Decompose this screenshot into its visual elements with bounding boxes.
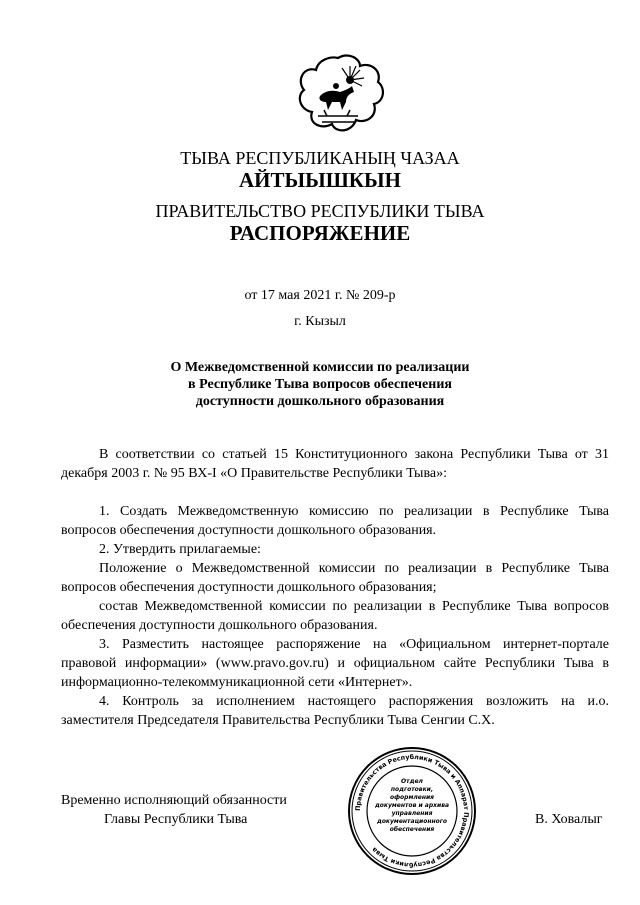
header-tuvan-government: ТЫВА РЕСПУБЛИКАНЫҢ ЧАЗАА [180,148,460,168]
stamp-center-line-7: обеспечения [389,826,435,833]
preamble [61,445,609,483]
paragraph-1: 1. Создать Межведомственную комиссию по реализации в Республике Тыва вопросов обеспечения доступности дошкольного образования. [61,504,609,538]
stamp-center-line-6: документационного [376,818,448,825]
stamp-center-line-1: Отдел [401,778,423,785]
paragraph-4: 4. Контроль за исполнением настоящего распоряжения возложить на и.о. заместителя Председателя Правительства Республики Тыва Сенгии С.Х. [61,694,609,728]
date-number: от 17 мая 2021 г. № 209-р [244,288,396,303]
paragraph-2a: Положение о Межведомственной комиссии по реализации в Республике Тыва вопросов обеспечения доступности дошкольного образования; [61,561,609,595]
document-title-line-3: доступности дошкольного образования [195,394,445,409]
header-tuvan-order: АЙТЫЫШКЫН [239,168,401,192]
stamp-center-line-3: оформления [389,794,435,801]
preamble-text: В соответствии со статьей 15 Конституционного закона Республики Тыва от 31 декабря 2003 г. № 95 ВХ-I «О Правительстве Республики Тыва»: [61,447,609,481]
document-title-line-2: в Республике Тыва вопросов обеспечения [188,377,452,392]
header-government: ПРАВИТЕЛЬСТВО РЕСПУБЛИКИ ТЫВА [155,201,485,221]
paragraph-3: 3. Разместить настоящее распоряжение на «Официальном интернет-портале правовой информации» (www.pravo.gov.ru) и официальном сайте Республики Тыва в информационно-телекоммуникационной сети «Интернет». [61,637,609,690]
paragraph-2: 2. Утвердить прилагаемые: [99,542,261,557]
signatory-name: В. Ховалыг [535,812,603,827]
signatory-position-line-1: Временно исполняющий обязанности [61,793,287,808]
tuva-emblem-icon [290,52,386,142]
document-body [61,502,609,730]
document-title-line-1: О Межведомственной комиссии по реализации [170,360,470,375]
city: г. Кызыл [294,314,346,329]
stamp-center-line-5: управления [391,810,433,817]
stamp-center-line-4: документов и архива [374,802,450,809]
official-stamp [346,745,478,877]
signatory-position-line-2: Главы Республики Тыва [104,812,248,827]
stamp-center-line-2: подготовки, [390,786,434,793]
stamp-ring-text: Правительства Республики Тыва и Аппарат Правительства Республики Тыва [353,752,471,870]
header-order: РАСПОРЯЖЕНИЕ [229,221,411,245]
paragraph-2b: состав Межведомственной комиссии по реализации в Республике Тыва вопросов обеспечения доступности дошкольного образования. [61,599,609,633]
